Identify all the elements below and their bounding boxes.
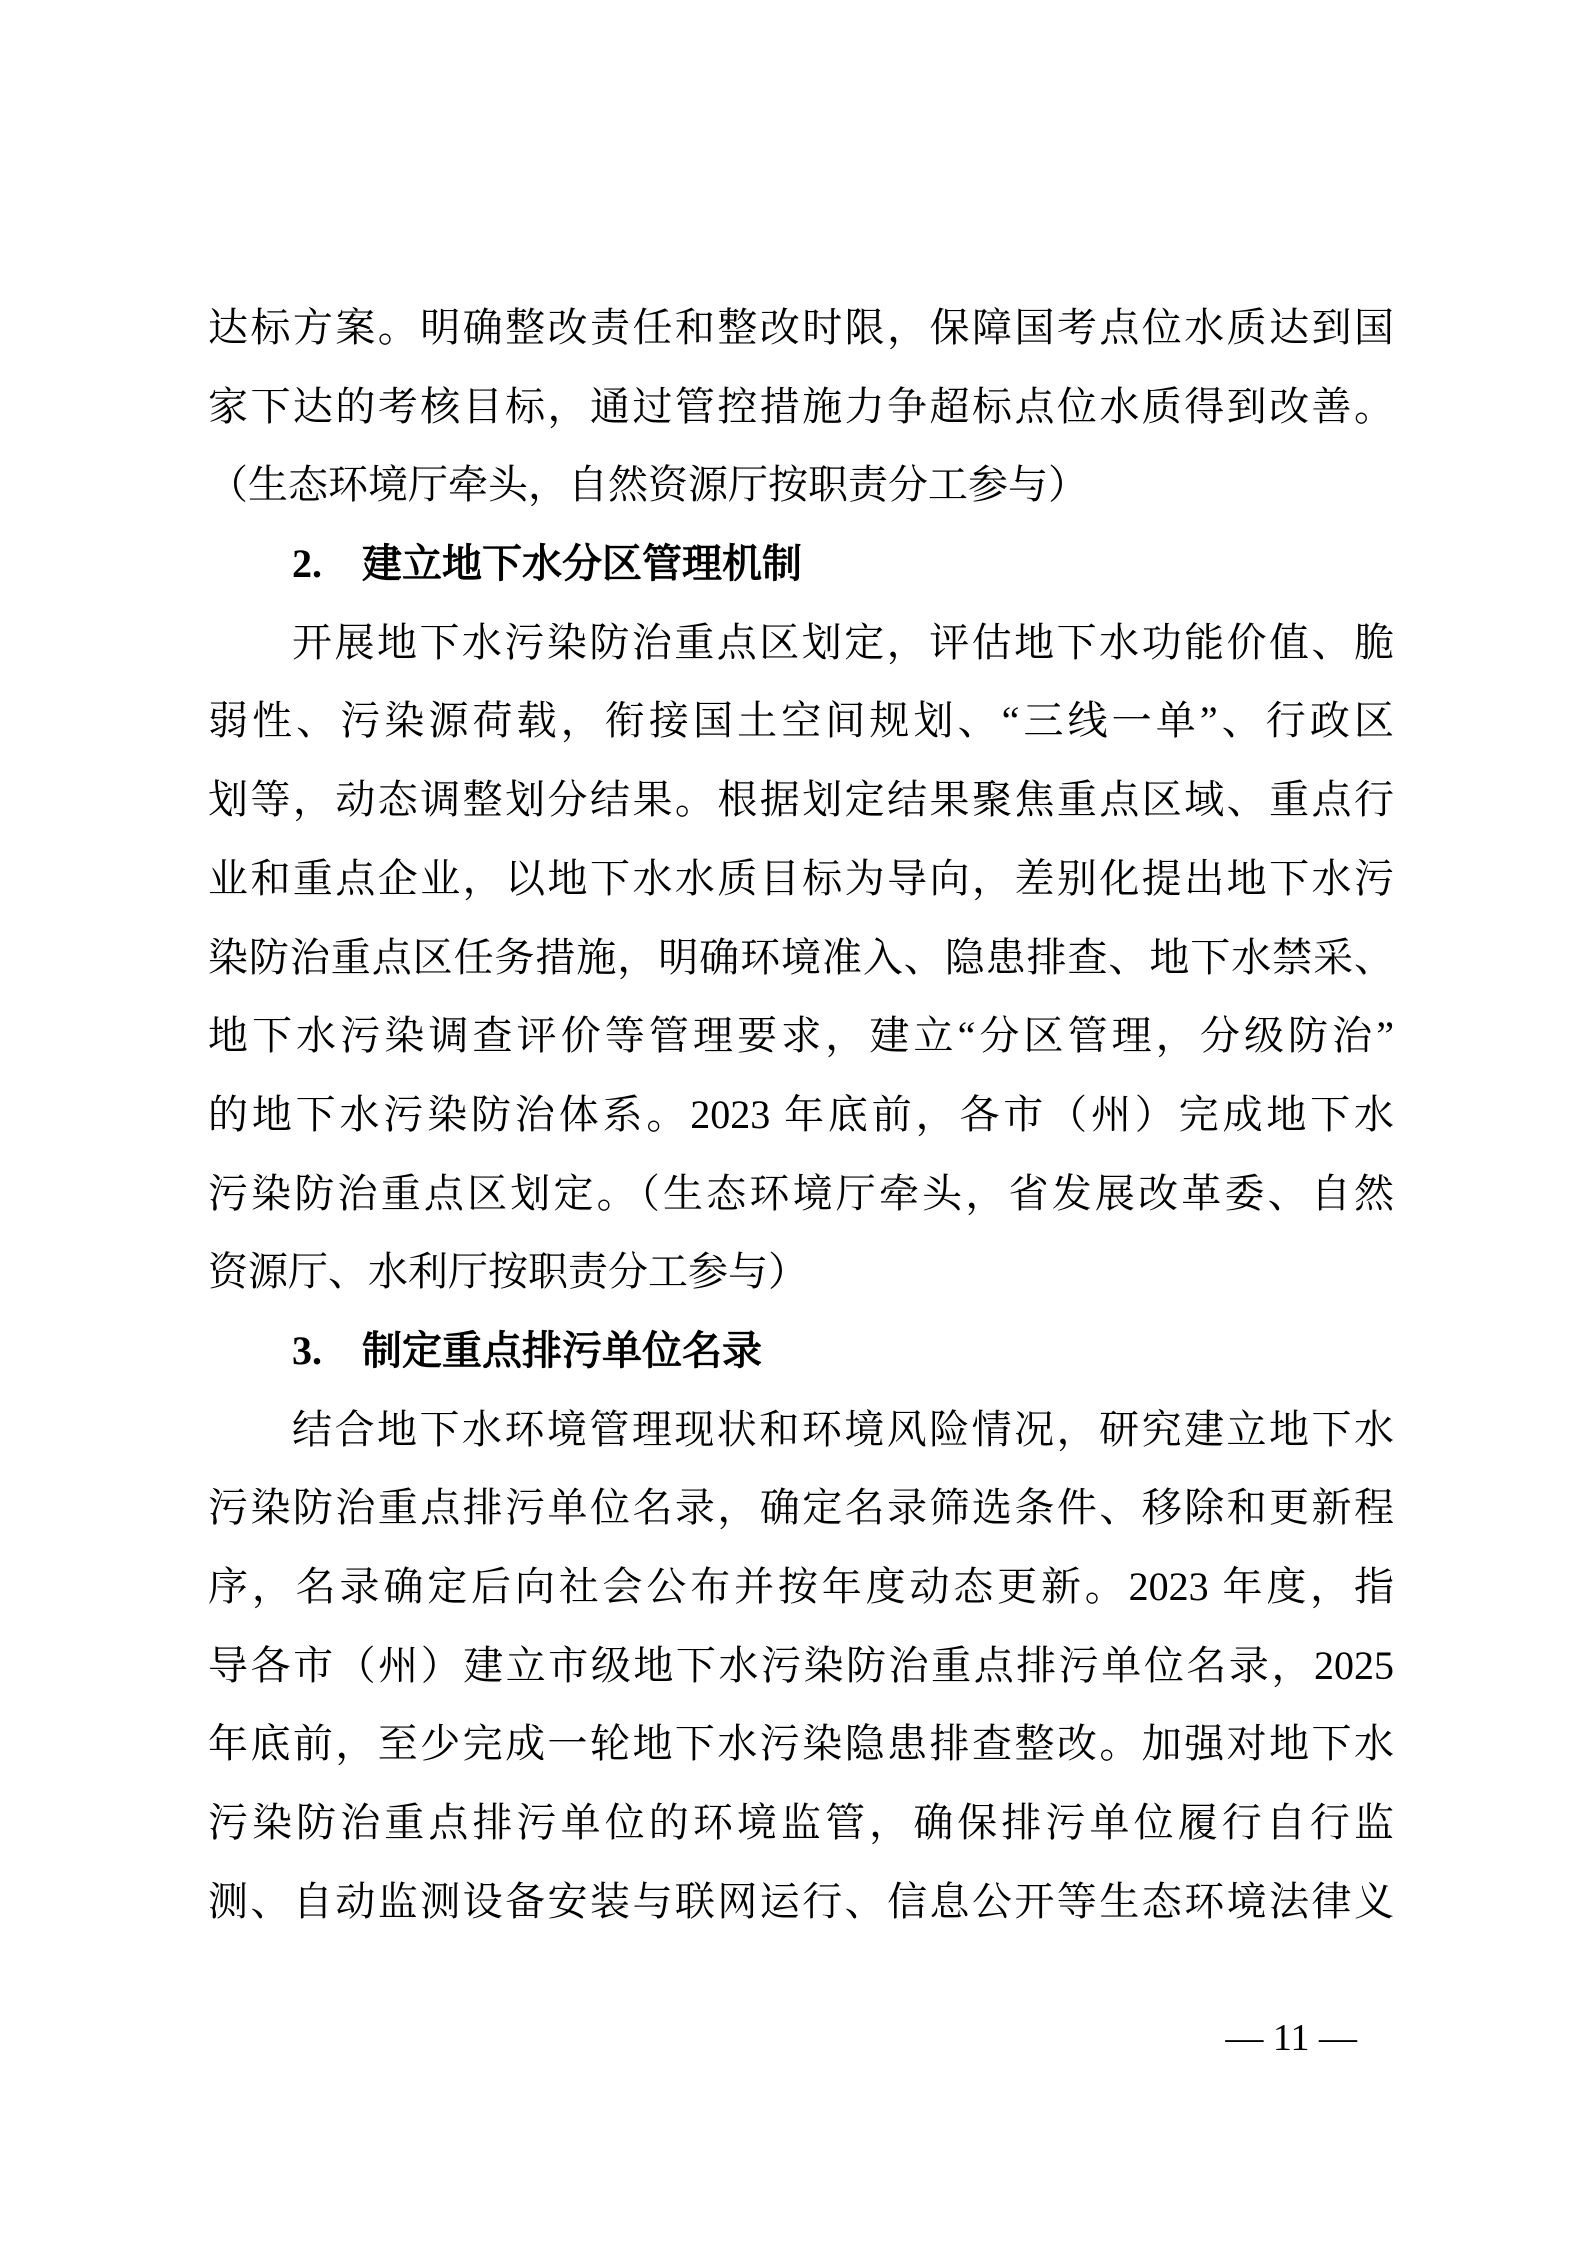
body-text-line: 的地下水污染防治体系。2023 年底前，各市（州）完成地下水 [208,1091,1394,1137]
body-text-line: （生态环境厅牵头，自然资源厅按职责分工参与） [208,462,1088,508]
body-text-line: 家下达的考核目标，通过管控措施力争超标点位水质得到改善。 [208,383,1394,429]
body-text-line: 污染防治重点排污单位的环境监管，确保排污单位履行自行监 [208,1800,1394,1846]
body-text-line: 序，名录确定后向社会公布并按年度动态更新。2023 年度，指 [208,1564,1394,1609]
body-text-line: 结合地下水环境管理现状和环境风险情况，研究建立地下水 [292,1406,1394,1452]
body-text-line: 达标方案。明确整改责任和整改时限，保障国考点位水质达到国 [208,305,1394,350]
body-text-line: 资源厅、水利厅按职责分工参与） [208,1249,808,1295]
body-text-line: 地下水污染调查评价等管理要求，建立“分区管理，分级防治” [208,1013,1394,1059]
body-text-line: 导各市（州）建立市级地下水污染防治重点排污单位名录，2025 [208,1642,1394,1688]
body-text-line: 业和重点企业，以地下水水质目标为导向，差别化提出地下水污 [208,855,1394,901]
page-number: — 11 — [1225,2017,1357,2059]
section-heading: 3. 制定重点排污单位名录 [292,1327,762,1373]
body-text-line: 划等，动态调整划分结果。根据划定结果聚焦重点区域、重点行 [208,777,1394,823]
section-heading: 2. 建立地下水分区管理机制 [292,541,802,587]
body-text-line: 污染防治重点区划定。（生态环境厅牵头，省发展改革委、自然 [208,1170,1394,1216]
body-text-line: 年底前，至少完成一轮地下水污染隐患排查整改。加强对地下水 [208,1721,1394,1767]
document-body [208,289,1394,1941]
body-text-line: 测、自动监测设备安装与联网运行、信息公开等生态环境法律义 [208,1878,1394,1924]
body-text-line: 染防治重点区任务措施，明确环境准入、隐患排查、地下水禁采、 [208,934,1394,980]
body-text-line: 开展地下水污染防治重点区划定，评估地下水功能价值、脆 [292,619,1394,665]
body-text-line: 污染防治重点排污单位名录，确定名录筛选条件、移除和更新程 [208,1485,1394,1531]
body-text-line: 弱性、污染源荷载，衔接国土空间规划、“三线一单”、行政区 [208,698,1394,744]
